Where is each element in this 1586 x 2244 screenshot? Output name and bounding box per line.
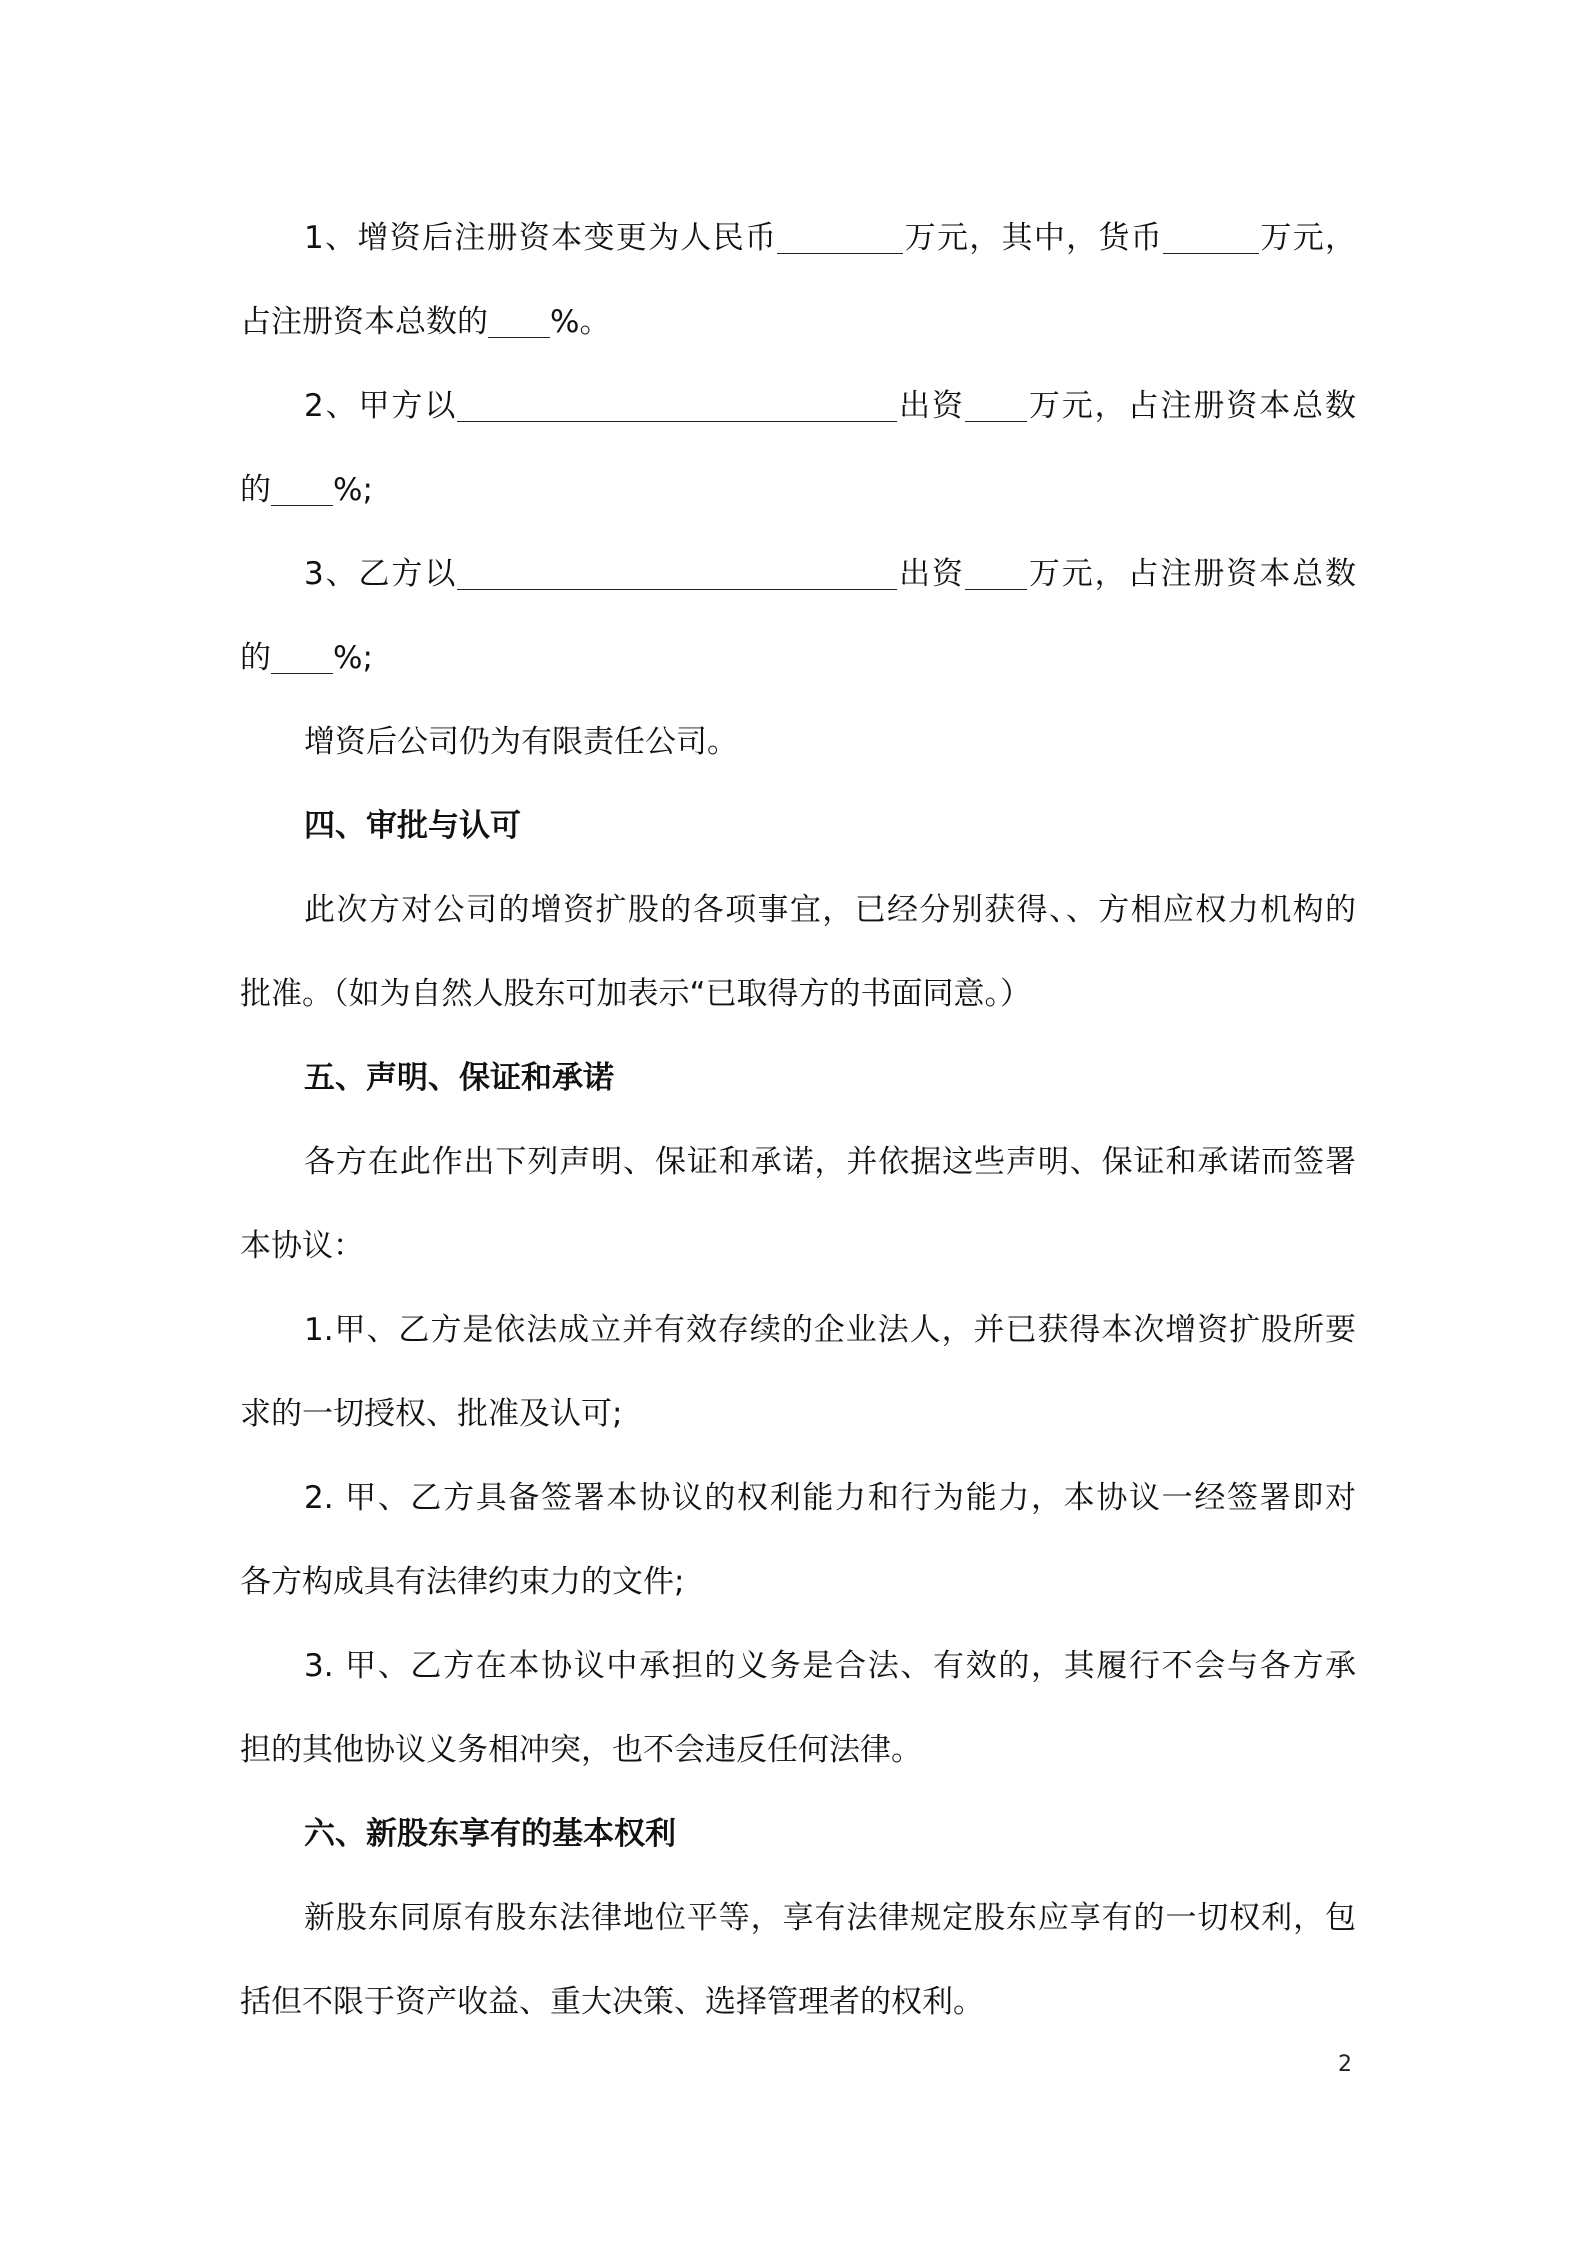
list-item-1-line1: 1.甲、乙方是依法成立并有效存续的企业法人，并已获得本次增资扩股所要 <box>304 1312 1356 1348</box>
text-fragment: 万元， <box>1259 220 1357 256</box>
text-fragment: 1、增资后注册资本变更为人民币 <box>304 220 778 256</box>
blank-field[interactable] <box>777 221 903 254</box>
section-heading-approval: 四、审批与认可 <box>304 808 521 844</box>
list-item-2-line1: 2. 甲、乙方具备签署本协议的权利能力和行为能力，本协议一经签署即对 <box>304 1480 1356 1516</box>
text-fragment: %。 <box>550 304 611 340</box>
paragraph-representations-line1: 各方在此作出下列声明、保证和承诺，并依据这些声明、保证和承诺而签署 <box>304 1144 1356 1180</box>
text-fragment: %; <box>333 640 373 676</box>
blank-field[interactable] <box>457 557 897 590</box>
document-body <box>240 196 1356 2044</box>
blank-field[interactable] <box>271 641 333 674</box>
list-item-1-line2: 求的一切授权、批准及认可; <box>240 1396 623 1432</box>
paragraph-company-type: 增资后公司仍为有限责任公司。 <box>304 724 738 760</box>
text-fragment: 2、甲方以 <box>304 388 458 424</box>
paragraph-rights-line1: 新股东同原有股东法律地位平等，享有法律规定股东应享有的一切权利，包 <box>304 1900 1356 1936</box>
paragraph-party-a-line2 <box>240 448 1356 532</box>
blank-field[interactable] <box>271 473 333 506</box>
text-fragment: 出资 <box>897 556 965 592</box>
text-fragment: 万元，其中，货币 <box>903 220 1164 256</box>
text-fragment: 万元，占注册资本总数 <box>1026 556 1357 592</box>
blank-field[interactable] <box>965 389 1027 422</box>
blank-field[interactable] <box>457 389 897 422</box>
text-fragment: 的 <box>240 472 271 508</box>
paragraph-party-b-line2 <box>240 616 1356 700</box>
paragraph-approval-line1: 此次方对公司的增资扩股的各项事宜，已经分别获得、、方相应权力机构的 <box>304 892 1356 928</box>
blank-field[interactable] <box>1163 221 1259 254</box>
list-item-3-line2: 担的其他协议义务相冲突，也不会违反任何法律。 <box>240 1732 922 1768</box>
paragraph-rights-line2: 括但不限于资产收益、重大决策、选择管理者的权利。 <box>240 1984 984 2020</box>
section-heading-representations: 五、声明、保证和承诺 <box>304 1060 614 1096</box>
page-number: 2 <box>1338 2052 1352 2077</box>
paragraph-representations-line2: 本协议： <box>240 1228 364 1264</box>
list-item-3-line1: 3. 甲、乙方在本协议中承担的义务是合法、有效的，其履行不会与各方承 <box>304 1648 1356 1684</box>
text-fragment: 占注册资本总数的 <box>240 304 488 340</box>
paragraph-registered-capital-line1 <box>240 196 1356 280</box>
paragraph-party-a-line1 <box>240 364 1356 448</box>
text-fragment: 3、乙方以 <box>304 556 458 592</box>
paragraph-approval-line2: 批准。（如为自然人股东可加表示“已取得方的书面同意。） <box>240 976 1032 1012</box>
list-item-2-line2: 各方构成具有法律约束力的文件; <box>240 1564 685 1600</box>
blank-field[interactable] <box>488 305 550 338</box>
section-heading-shareholder-rights: 六、新股东享有的基本权利 <box>304 1816 676 1852</box>
paragraph-registered-capital-line2 <box>240 280 1356 364</box>
paragraph-party-b-line1 <box>240 532 1356 616</box>
text-fragment: 万元，占注册资本总数 <box>1026 388 1357 424</box>
text-fragment: 出资 <box>897 388 965 424</box>
text-fragment: 的 <box>240 640 271 676</box>
blank-field[interactable] <box>965 557 1027 590</box>
text-fragment: %; <box>333 472 373 508</box>
